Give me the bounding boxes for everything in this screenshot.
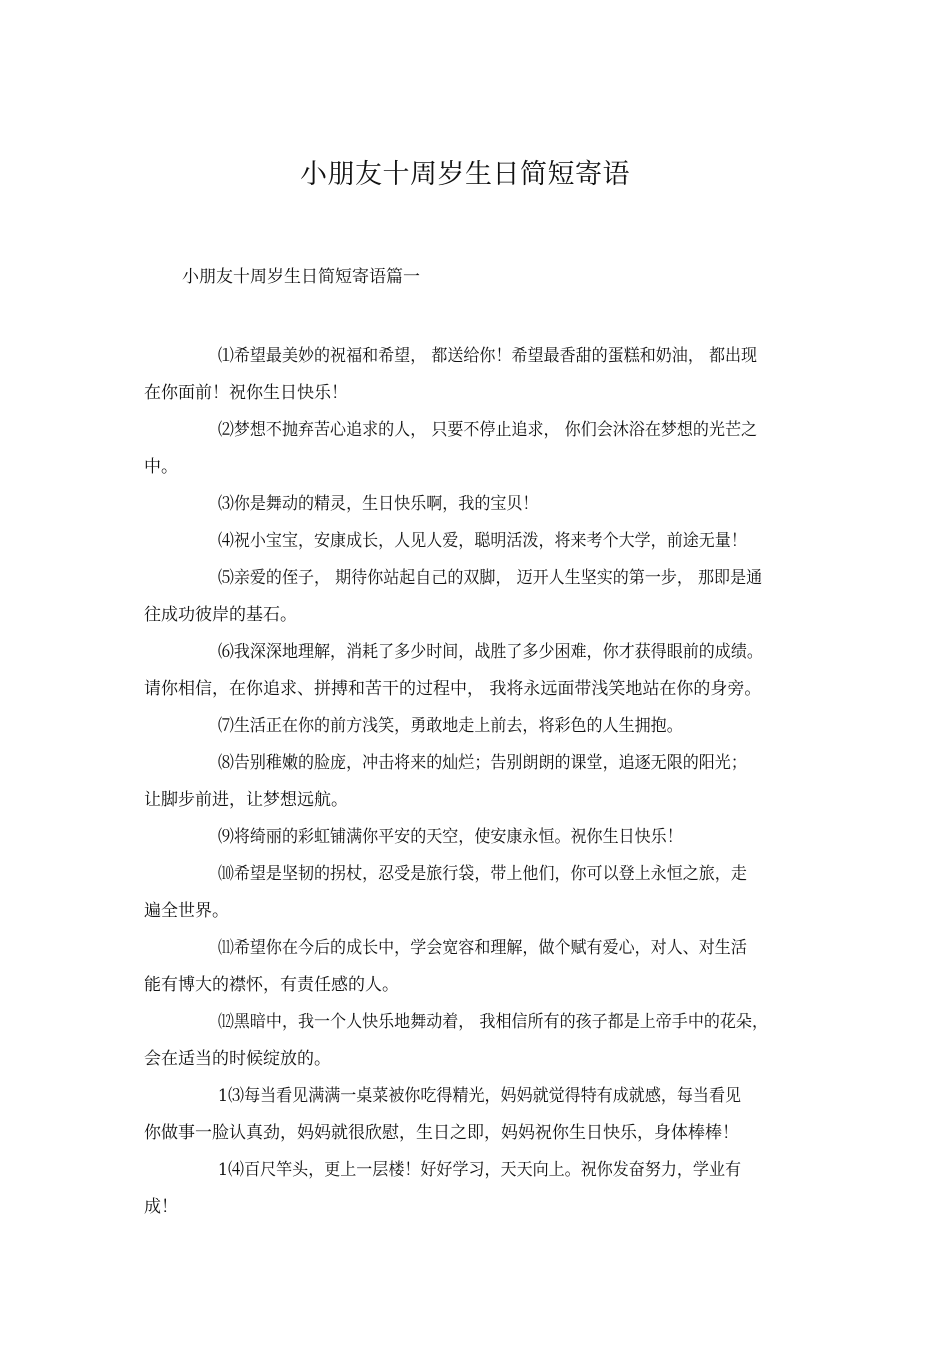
paragraph-line: ⑷祝小宝宝，安康成长，人见人爱，聪明活泼，将来考个大学，前途无量！ bbox=[217, 531, 747, 551]
paragraph-line: 成！ bbox=[144, 1197, 178, 1217]
paragraph-line: 往成功彼岸的基石。 bbox=[144, 605, 297, 625]
greeting-paragraph-5 bbox=[144, 560, 814, 634]
paragraph-line: ⑹我深深地理解，消耗了多少时间，战胜了多少困难，你才获得眼前的成绩。 bbox=[217, 642, 763, 662]
paragraph-line: ⑿黑暗中，我一个人快乐地舞动着， 我相信所有的孩子都是上帝手中的花朵， bbox=[217, 1012, 768, 1032]
paragraph-line: 1⑷百尺竿头，更上一层楼！好好学习，天天向上。祝你发奋努力，学业有 bbox=[217, 1160, 742, 1180]
greeting-paragraph-2 bbox=[144, 412, 814, 486]
paragraph-line: ⑶你是舞动的精灵，生日快乐啊，我的宝贝！ bbox=[217, 494, 539, 514]
greeting-paragraph-11 bbox=[144, 930, 814, 1004]
paragraph-line: 在你面前！祝你生日快乐！ bbox=[144, 383, 348, 403]
paragraph-line: 遍全世界。 bbox=[144, 901, 229, 921]
greeting-paragraph-14 bbox=[144, 1152, 814, 1226]
greeting-paragraph-8 bbox=[144, 745, 814, 819]
greetings-list bbox=[144, 338, 814, 1226]
paragraph-line: ⑼将绮丽的彩虹铺满你平安的天空，使安康永恒。祝你生日快乐！ bbox=[217, 827, 683, 847]
paragraph-line: 请你相信，在你追求、拼搏和苦干的过程中， 我将永远面带浅笑地站在你的身旁。 bbox=[144, 679, 762, 699]
paragraph-line: 你做事一脸认真劲，妈妈就很欣慰，生日之即，妈妈祝你生日快乐，身体棒棒！ bbox=[144, 1123, 739, 1143]
greeting-paragraph-6 bbox=[144, 634, 814, 708]
paragraph-line: 让脚步前进，让梦想远航。 bbox=[144, 790, 348, 810]
document-title: 小朋友十周岁生日简短寄语 bbox=[300, 159, 630, 190]
greeting-paragraph-13 bbox=[144, 1078, 814, 1152]
greeting-paragraph-10 bbox=[144, 856, 814, 930]
greeting-paragraph-12 bbox=[144, 1004, 814, 1078]
greeting-paragraph-9 bbox=[144, 819, 814, 856]
greeting-paragraph-4 bbox=[144, 523, 814, 560]
greeting-paragraph-1 bbox=[144, 338, 814, 412]
section-heading: 小朋友十周岁生日简短寄语篇一 bbox=[182, 267, 420, 287]
paragraph-line: ⑾希望你在今后的成长中，学会宽容和理解，做个赋有爱心，对人、对生活 bbox=[217, 938, 747, 958]
paragraph-line: ⑻告别稚嫩的脸庞，冲击将来的灿烂；告别朗朗的课堂，追逐无限的阳光； bbox=[217, 753, 747, 773]
paragraph-line: ⑴希望最美妙的祝福和希望， 都送给你！希望最香甜的蛋糕和奶油， 都出现 bbox=[217, 346, 758, 366]
greeting-paragraph-3 bbox=[144, 486, 814, 523]
paragraph-line: 中。 bbox=[144, 457, 178, 477]
paragraph-line: 能有博大的襟怀，有责任感的人。 bbox=[144, 975, 399, 995]
greeting-paragraph-7 bbox=[144, 708, 814, 745]
paragraph-line: ⑺生活正在你的前方浅笑，勇敢地走上前去，将彩色的人生拥抱。 bbox=[217, 716, 683, 736]
paragraph-line: ⑽希望是坚韧的拐杖，忍受是旅行袋，带上他们，你可以登上永恒之旅，走 bbox=[217, 864, 747, 884]
paragraph-line: 会在适当的时候绽放的。 bbox=[144, 1049, 331, 1069]
paragraph-line: ⑸亲爱的侄子， 期待你站起自己的双脚， 迈开人生坚实的第一步， 那即是通 bbox=[217, 568, 763, 588]
paragraph-line: ⑵梦想不抛弃苦心追求的人， 只要不停止追求， 你们会沐浴在梦想的光芒之 bbox=[217, 420, 758, 440]
paragraph-line: 1⑶每当看见满满一桌菜被你吃得精光，妈妈就觉得特有成就感，每当看见 bbox=[217, 1086, 742, 1106]
